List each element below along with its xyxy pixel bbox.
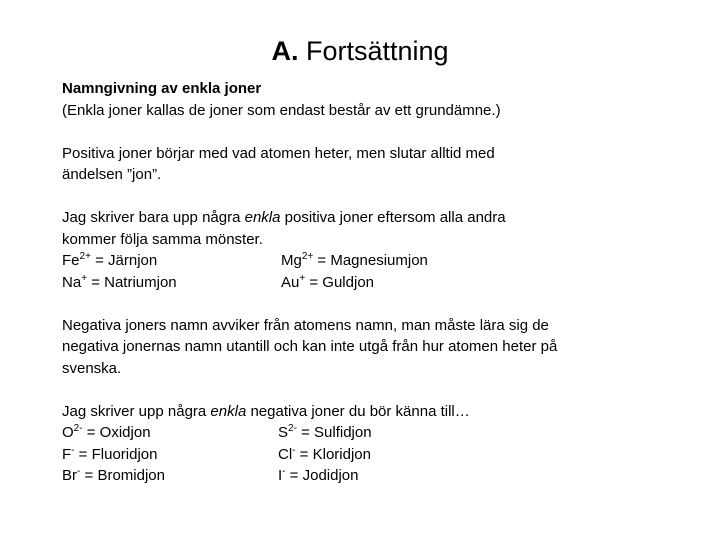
ion-charge: 2+ xyxy=(301,251,314,262)
ion-charge: - xyxy=(71,444,75,456)
ion-entry xyxy=(62,465,278,487)
positive-intro-line-2: kommer följa samma mönster. xyxy=(62,230,263,248)
section-heading: Namngivning av enkla joner xyxy=(62,80,262,97)
ion-name: = Fluoridjon xyxy=(74,445,158,463)
ion-entry xyxy=(62,422,278,444)
ion-charge: + xyxy=(299,272,306,284)
slide-title xyxy=(0,34,720,68)
ion-name: = Sulfidjon xyxy=(296,424,372,441)
negative-intro-text-a: Jag skriver upp några xyxy=(62,402,211,420)
ion-symbol: Au xyxy=(281,273,300,291)
ion-charge: + xyxy=(81,272,88,284)
ion-charge: 2- xyxy=(288,423,297,434)
positive-intro-line-1 xyxy=(62,207,662,229)
ion-charge: - xyxy=(282,466,286,477)
ion-entry xyxy=(278,465,359,487)
ion-entry xyxy=(278,422,372,444)
negative-ion-row xyxy=(62,465,662,487)
ion-name: = Bromidjon xyxy=(80,467,165,484)
ion-entry xyxy=(281,272,374,294)
ion-charge: - xyxy=(77,466,81,477)
positive-ion-row xyxy=(62,250,662,272)
title-prefix: A. xyxy=(271,36,299,66)
negative-ion-row xyxy=(62,444,662,466)
ion-symbol: I xyxy=(278,467,283,484)
negative-rule-line-2: negativa jonernas namn utantill och kan inte utgå från hur atomen heter på xyxy=(62,338,558,355)
ion-name: = Natriumjon xyxy=(87,273,177,291)
negative-rule-line-3: svenska. xyxy=(62,359,122,377)
ion-entry xyxy=(62,272,281,294)
ion-name: = Kloridjon xyxy=(295,445,371,463)
negative-rule-line-1: Negativa joners namn avviker från atomens namn, man måste lära sig de xyxy=(62,316,549,334)
positive-intro-text-b: positiva joner eftersom alla andra xyxy=(280,209,506,226)
definition-text: (Enkla joner kallas de joner som endast består av ett grundämne.) xyxy=(62,101,501,119)
ion-entry xyxy=(62,250,281,272)
negative-ion-row xyxy=(62,422,662,444)
ion-name: = Guldjon xyxy=(305,273,374,291)
ion-symbol: Mg xyxy=(281,252,302,269)
negative-intro-text-b: negativa joner du bör känna till… xyxy=(246,402,470,420)
positive-intro-emphasis: enkla xyxy=(244,209,281,226)
positive-rule-line-1: Positiva joner börjar med vad atomen heter, men slutar alltid med xyxy=(62,144,495,162)
ion-symbol: F xyxy=(62,445,72,463)
ion-name: = Magnesiumjon xyxy=(313,252,428,269)
positive-intro-text-a: Jag skriver bara upp några xyxy=(62,209,245,226)
ion-name: = Jodidjon xyxy=(285,467,359,484)
positive-rule-line-2: ändelsen ”jon”. xyxy=(62,166,162,183)
negative-intro-emphasis: enkla xyxy=(210,402,247,420)
title-text: Fortsättning xyxy=(305,36,449,66)
ion-entry xyxy=(281,250,428,272)
ion-symbol: Fe xyxy=(62,252,80,269)
ion-charge: 2- xyxy=(73,423,83,434)
slide-body xyxy=(62,78,662,487)
negative-intro-line xyxy=(62,401,662,423)
ion-name: = Järnjon xyxy=(90,252,158,269)
ion-entry xyxy=(62,444,278,466)
ion-symbol: O xyxy=(62,424,74,441)
ion-symbol: Na xyxy=(62,273,82,291)
positive-ion-row xyxy=(62,272,662,294)
ion-symbol: Cl xyxy=(278,445,293,463)
ion-charge: - xyxy=(292,444,296,456)
ion-symbol: Br xyxy=(62,467,77,484)
ion-name: = Oxidjon xyxy=(82,424,151,441)
ion-entry xyxy=(278,444,371,466)
ion-charge: 2+ xyxy=(79,251,91,262)
ion-symbol: S xyxy=(278,424,289,441)
